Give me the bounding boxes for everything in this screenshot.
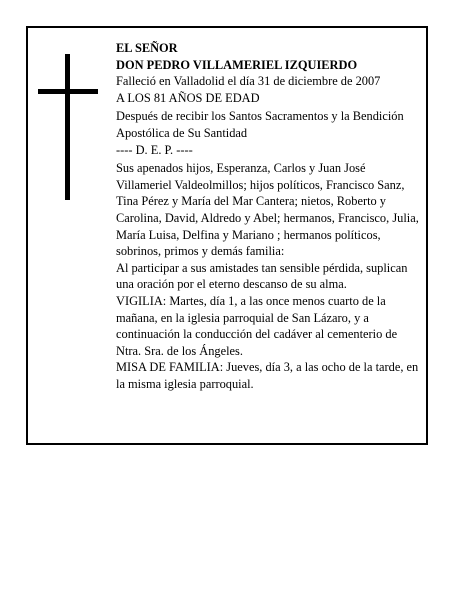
notice-text xyxy=(116,40,421,392)
family-paragraph: Sus apenados hijos, Esperanza, Carlos y Juan José Villameriel Valdeolmillos; hijos políticos, Francisco Sanz, Tina Pérez y María del Mar Cantera; nietos, Roberto y Carolina, David, Aldredo y Abel; hermanos, Francisco, Julia, María Luisa, Delfina y Mariano ; hermanos políticos, sobrinos, primos y demás familia: xyxy=(116,161,419,259)
age-line: A LOS 81 AÑOS DE EDAD xyxy=(116,90,260,105)
deceased-name: DON PEDRO VILLAMERIEL IZQUIERDO xyxy=(116,57,358,72)
mass-paragraph: MISA DE FAMILIA: Jueves, día 3, a las ocho de la tarde, en la misma iglesia parroquial. xyxy=(116,360,419,391)
vigil-paragraph: VIGILIA: Martes, día 1, a las once menos cuarto de la mañana, en la iglesia parroquial de San Lázaro, y a continuación la conducción del cadáver al cementerio de Ntra. Sra. de los Ángeles. xyxy=(116,293,398,358)
sacraments-line: Después de recibir los Santos Sacramentos y la Bendición Apostólica de Su Santidad xyxy=(116,109,404,140)
cross-vertical-bar xyxy=(65,54,70,200)
cross-horizontal-bar xyxy=(38,89,98,94)
death-line: Falleció en Valladolid el día 31 de diciembre de 2007 xyxy=(116,74,381,89)
latin-cross-icon xyxy=(38,54,98,200)
notice-title: EL SEÑOR xyxy=(116,41,178,55)
obituary-notice xyxy=(26,26,428,445)
request-paragraph: Al participar a sus amistades tan sensible pérdida, suplican una oración por el eterno descanso de su alma. xyxy=(116,260,408,292)
dep-line: ---- D. E. P. ---- xyxy=(116,142,193,157)
